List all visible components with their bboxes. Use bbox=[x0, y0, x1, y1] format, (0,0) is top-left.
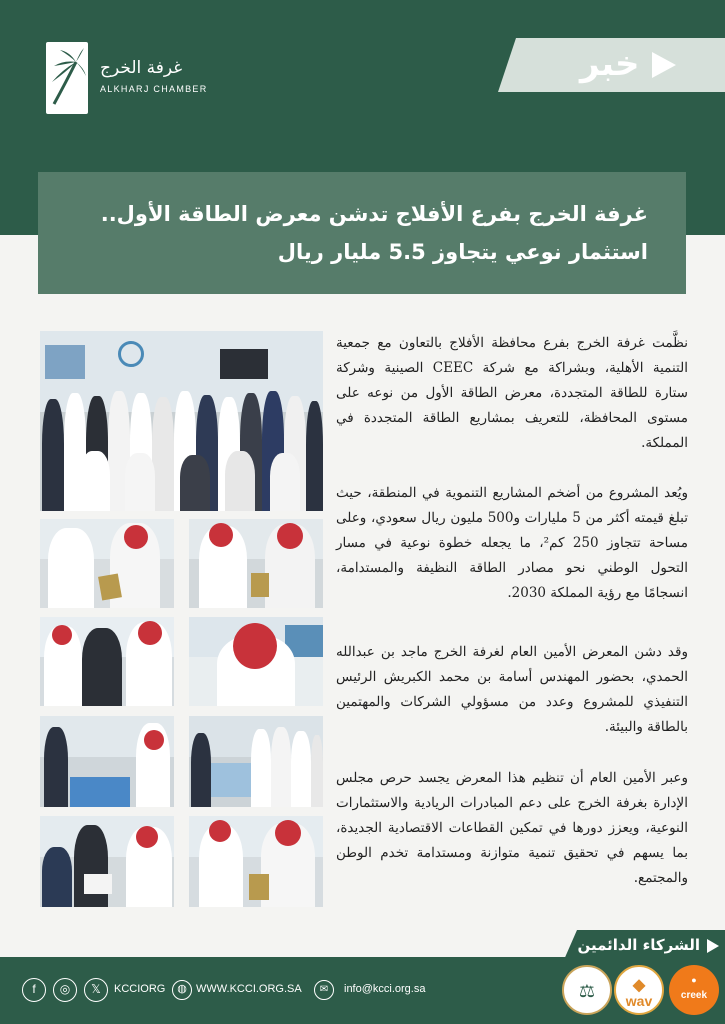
portrait-photo bbox=[189, 617, 323, 706]
exhibition-photo-1 bbox=[40, 716, 174, 807]
wav-logo-text: wav bbox=[625, 993, 653, 1009]
email-icon: ✉ bbox=[314, 980, 334, 1000]
article-paragraph-2: ويُعد المشروع من أضخم المشاريع التنموية في المنطقة، حيث تبلغ قيمته أكثر من 5 مليارات و500 مليون ريال سعودي، وعلى مساحة تتجاوز 250 كم²، ما يجعله خطوة نوعية في مسار التحول الوطني نحو مصادر الطاقة النظيفة والمستدامة، انسجامًا مع رؤية المملكة 2030. bbox=[336, 485, 688, 601]
play-arrow-icon bbox=[652, 52, 676, 78]
wav-logo[interactable]: ◆ wav bbox=[614, 965, 664, 1015]
footer-handle[interactable]: KCCIORG bbox=[114, 983, 166, 995]
article-paragraph-3: وقد دشن المعرض الأمين العام لغرفة الخرج ماجد بن عبدالله الحمدي، بحضور المهندس أسامة بن محمد الكبريش الرئيس التنفيذي للمشروع وعدد من مسؤولي الشركات والمهتمين بالطاقة والبيئة. bbox=[336, 644, 688, 735]
documents-photo bbox=[40, 816, 174, 907]
play-arrow-icon bbox=[707, 939, 719, 953]
handshake-photo bbox=[40, 617, 174, 706]
scales-icon: ⚖ bbox=[578, 981, 596, 1001]
instagram-icon[interactable]: ◎ bbox=[53, 978, 77, 1002]
news-tag-label: خبر bbox=[580, 44, 640, 84]
article-paragraph-1: نظَّمت غرفة الخرج بفرع محافظة الأفلاج بالتعاون مع جمعية التنمية الأهلية، وبشراكة مع شركة CEEC الصينية وشركة ستارة للطاقة المتجددة، معرض الطاقة الأول من نوعه على مستوى المحافظة، للتعريف بمشاريع الطاقة المتجددة في المملكة. bbox=[336, 335, 688, 451]
facebook-icon[interactable]: f bbox=[22, 978, 46, 1002]
headline bbox=[38, 172, 686, 294]
footer-email[interactable]: info@kcci.org.sa bbox=[344, 983, 426, 995]
chamber-logo bbox=[46, 42, 88, 114]
exhibition-photo-2 bbox=[189, 716, 323, 807]
x-icon[interactable]: 𝕏 bbox=[84, 978, 108, 1002]
headline-line-2: استثمار نوعي يتجاوز 5.5 مليار ريال bbox=[277, 240, 648, 264]
group-photo bbox=[40, 331, 323, 511]
globe-icon: ◍ bbox=[172, 980, 192, 1000]
article-paragraph-4: وعبر الأمين العام أن تنظيم هذا المعرض يجسد حرص مجلس الإدارة بغرفة الخرج على دعم المبادرات الريادية والاستثمارات النوعية، ويعزز دورها في تمكين القطاعات الاقتصادية الجديدة، بما يسهم في تحقيق تنمية متوازنة ومستدامة تخدم الوطن والمجتمع. bbox=[336, 770, 688, 886]
palm-logo-icon bbox=[46, 42, 88, 114]
creek-logo[interactable]: ● creek bbox=[669, 965, 719, 1015]
brand-name-en: ALKHARJ CHAMBER bbox=[100, 84, 208, 94]
award-photo-1 bbox=[40, 519, 174, 608]
headline-line-1: غرفة الخرج بفرع الأفلاج تدشن معرض الطاقة الأول.. bbox=[100, 202, 648, 226]
footer-website[interactable]: WWW.KCCI.ORG.SA bbox=[196, 983, 302, 995]
award-photo-3 bbox=[189, 816, 323, 907]
brand-name-ar: غرفة الخرج bbox=[100, 58, 183, 78]
scales-seal-logo[interactable] bbox=[562, 965, 612, 1015]
partners-label: الشركاء الدائمين bbox=[577, 936, 700, 954]
award-photo-2 bbox=[189, 519, 323, 608]
creek-logo-text: creek bbox=[680, 990, 708, 1001]
